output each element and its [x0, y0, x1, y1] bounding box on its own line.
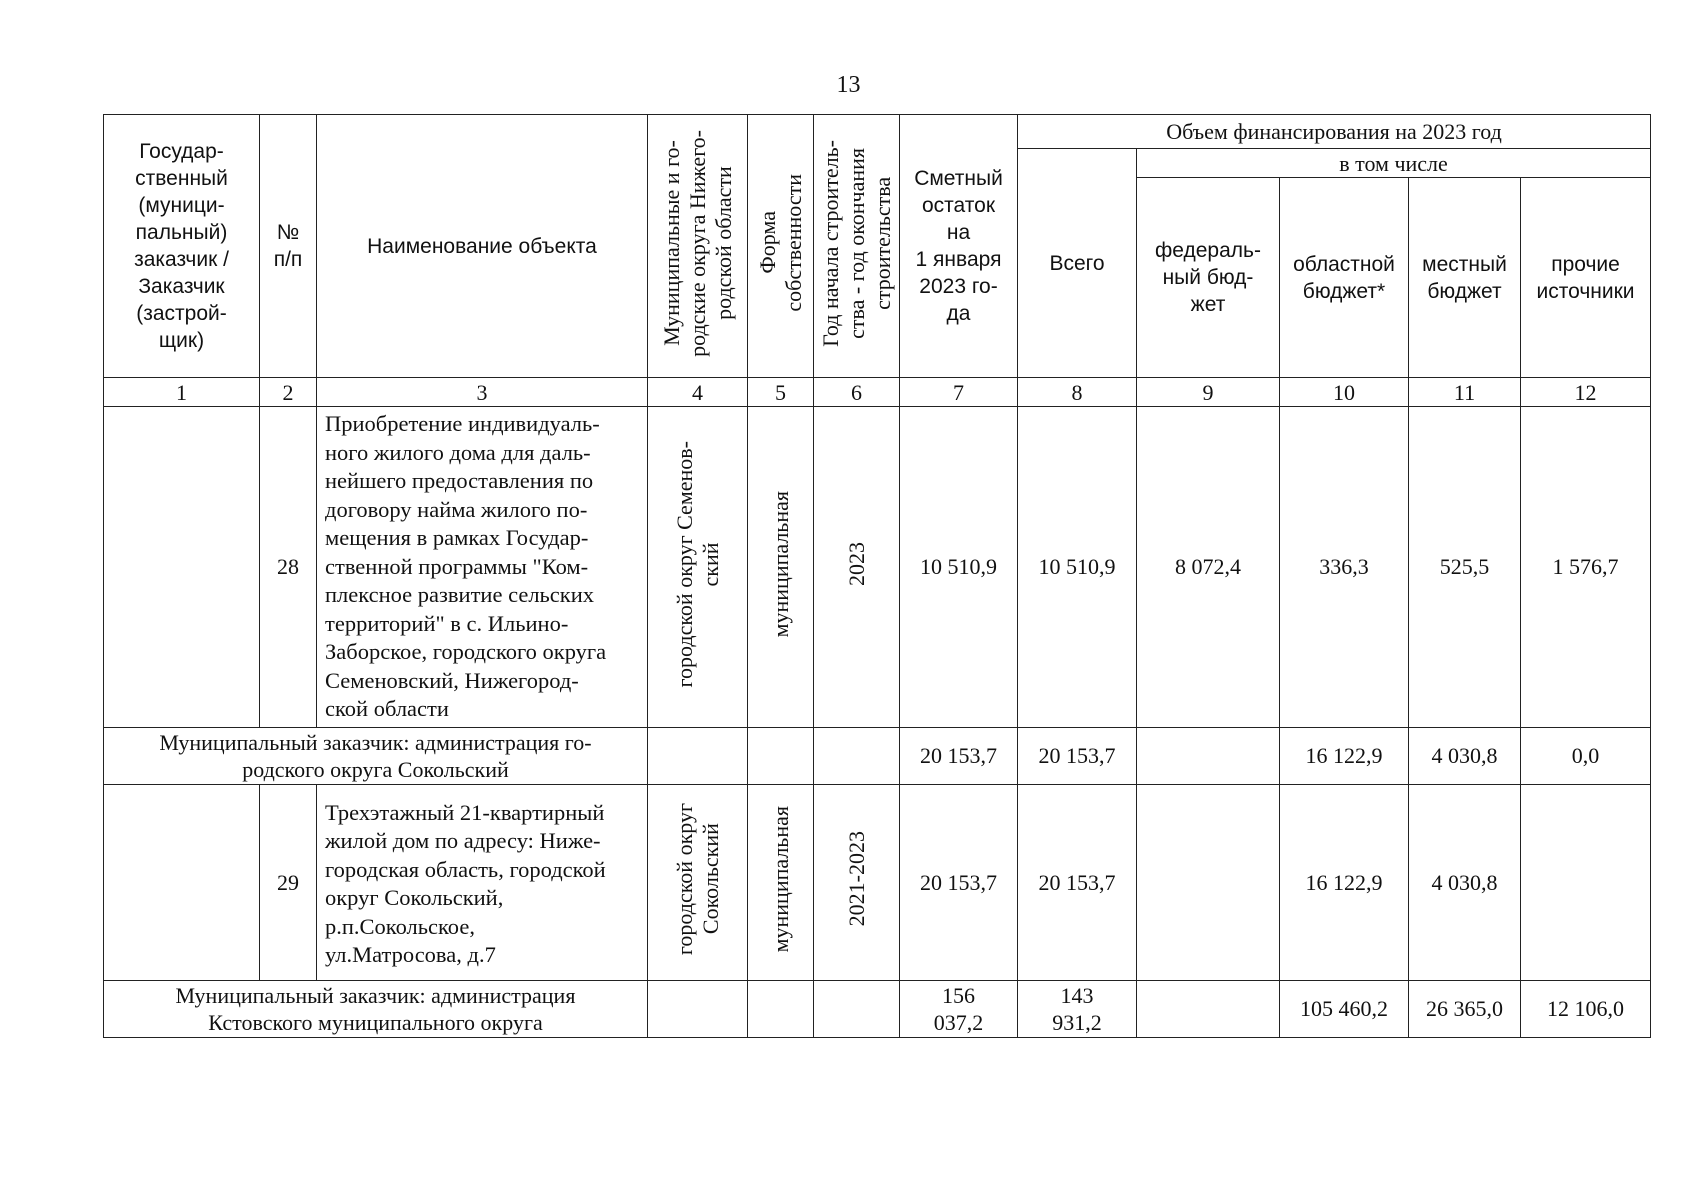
- column-number: 1: [104, 378, 260, 407]
- federal-budget: [1137, 784, 1280, 980]
- row-number: 29: [260, 784, 317, 980]
- construction-years: 2021-2023: [814, 784, 900, 980]
- financing-table: [103, 114, 1651, 1038]
- header-federal: федераль- ный бюд- жет: [1137, 178, 1280, 378]
- ownership-form: [748, 727, 814, 784]
- other-sources: 0,0: [1521, 727, 1651, 784]
- column-number: 12: [1521, 378, 1651, 407]
- municipal-district: [648, 727, 748, 784]
- column-number: 7: [900, 378, 1018, 407]
- customer-summary-row: [104, 980, 1651, 1037]
- column-number: 8: [1018, 378, 1137, 407]
- municipal-district: городской округ Семенов- ский: [648, 407, 748, 728]
- construction-years: [814, 727, 900, 784]
- customer-cell: [104, 784, 260, 980]
- column-number: 2: [260, 378, 317, 407]
- header-other: прочие источники: [1521, 178, 1651, 378]
- funding-total: 10 510,9: [1018, 407, 1137, 728]
- other-sources: 1 576,7: [1521, 407, 1651, 728]
- customer-summary: Муниципальный заказчик: администрация Кстовского муниципального округа: [104, 980, 648, 1037]
- local-budget: 4 030,8: [1409, 727, 1521, 784]
- local-budget: 4 030,8: [1409, 784, 1521, 980]
- row-number: 28: [260, 407, 317, 728]
- estimate-remainder: 10 510,9: [900, 407, 1018, 728]
- ownership-form: муниципальная: [748, 784, 814, 980]
- federal-budget: 8 072,4: [1137, 407, 1280, 728]
- estimate-remainder: 20 153,7: [900, 784, 1018, 980]
- construction-years: [814, 980, 900, 1037]
- column-number: 3: [317, 378, 648, 407]
- customer-cell: [104, 407, 260, 728]
- other-sources: [1521, 784, 1651, 980]
- regional-budget: 16 122,9: [1280, 727, 1409, 784]
- municipal-district: [648, 980, 748, 1037]
- local-budget: 525,5: [1409, 407, 1521, 728]
- other-sources: 12 106,0: [1521, 980, 1651, 1037]
- regional-budget: 16 122,9: [1280, 784, 1409, 980]
- construction-years: 2023: [814, 407, 900, 728]
- local-budget: 26 365,0: [1409, 980, 1521, 1037]
- regional-budget: 336,3: [1280, 407, 1409, 728]
- column-number: 6: [814, 378, 900, 407]
- customer-summary: Муниципальный заказчик: администрация го- родского округа Сокольский: [104, 727, 648, 784]
- header-number: № п/п: [260, 115, 317, 378]
- header-local: местный бюджет: [1409, 178, 1521, 378]
- object-name: Трехэтажный 21-квартирный жилой дом по адресу: Ниже- городская область, городской округ Сокольский, р.п.Сокольское, ул.Матросова, д.7: [317, 784, 648, 980]
- column-number: 9: [1137, 378, 1280, 407]
- header-regional: областной бюджет*: [1280, 178, 1409, 378]
- page-number: 13: [836, 72, 861, 98]
- header-ownership: Форма собственности: [748, 115, 814, 378]
- funding-total: 143 931,2: [1018, 980, 1137, 1037]
- estimate-remainder: 20 153,7: [900, 727, 1018, 784]
- table-row: [104, 784, 1651, 980]
- object-name: Приобретение индивидуаль- ного жилого дома для даль- нейшего предоставления по договору найма жилого по- мещения в рамках Государ- ственной программы "Ком- плексное развитие сельских территорий" в с. Ильино- Заборское, городского округа Семеновский, Нижегород- ской области: [317, 407, 648, 728]
- column-number: 5: [748, 378, 814, 407]
- funding-total: 20 153,7: [1018, 727, 1137, 784]
- regional-budget: 105 460,2: [1280, 980, 1409, 1037]
- municipal-district: городской округ Сокольский: [648, 784, 748, 980]
- header-customer: Государ- ственный (муници- пальный) заказчик / Заказчик (застрой- щик): [104, 115, 260, 378]
- column-number: 11: [1409, 378, 1521, 407]
- ownership-form: [748, 980, 814, 1037]
- ownership-form: муниципальная: [748, 407, 814, 728]
- funding-total: 20 153,7: [1018, 784, 1137, 980]
- header-total: Всего: [1018, 149, 1137, 378]
- federal-budget: [1137, 980, 1280, 1037]
- table-row: [104, 407, 1651, 728]
- header-funding-volume: Объем финансирования на 2023 год: [1018, 115, 1651, 149]
- header-including: в том числе: [1137, 149, 1651, 178]
- header-municipal-district: Муниципальные и го- родские округа Нижего- родской области: [648, 115, 748, 378]
- header-row-1: [104, 115, 1651, 149]
- federal-budget: [1137, 727, 1280, 784]
- header-estimate-remainder: Сметный остаток на 1 января 2023 го- да: [900, 115, 1018, 378]
- header-years: Год начала строитель- ства - год окончания строительства: [814, 115, 900, 378]
- column-numbers-row: [104, 378, 1651, 407]
- estimate-remainder: 156 037,2: [900, 980, 1018, 1037]
- column-number: 10: [1280, 378, 1409, 407]
- column-number: 4: [648, 378, 748, 407]
- customer-summary-row: [104, 727, 1651, 784]
- header-object-name: Наименование объекта: [317, 115, 648, 378]
